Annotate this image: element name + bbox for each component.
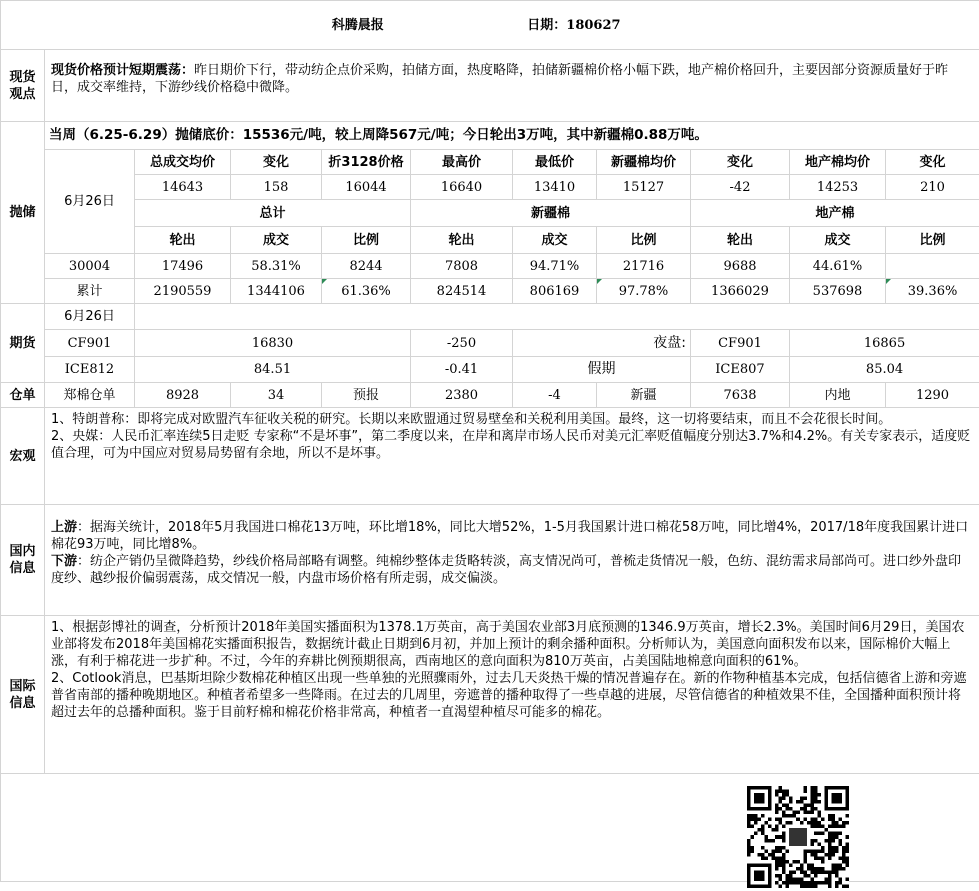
cumulative-value: 824514 (411, 279, 513, 304)
spot-content (45, 50, 979, 122)
domestic-row (1, 505, 979, 616)
cumulative-row (1, 279, 979, 304)
group-xinjiang: 新疆棉 (411, 200, 691, 227)
cumulative-value: 1344106 (231, 279, 322, 304)
warehouse-item: 34 (231, 383, 322, 408)
price-header: 变化 (886, 150, 979, 175)
cumulative-value: 97.78% (597, 279, 691, 304)
futures-date: 6月26日 (45, 304, 135, 330)
upstream-lead: 上游 (51, 520, 78, 535)
daily-value: 21716 (597, 254, 691, 279)
auction-summary: 当周（6.25-6.29）抛储底价：15536元/吨，较上周降567元/吨；今日轮出3万吨，其中新疆棉0.88万吨。 (45, 122, 979, 150)
spot-text: 昨日期价下行，带动纺企点价采购，拍储方面，热度略降，拍储新疆棉价格小幅下跌，地产棉价格回升，主要因部分资源质量好于昨日，成交率维持，下游纱线价格稳中微降。 (51, 63, 949, 95)
sub-header: 成交 (790, 227, 886, 254)
domestic-upstream (51, 519, 973, 553)
price-value: 16640 (411, 175, 513, 200)
ice-day-code: ICE812 (45, 357, 135, 383)
price-header: 折3128价格 (322, 150, 411, 175)
macro-paragraph-1: 1、特朗普称：即将完成对欧盟汽车征收关税的研究。长期以来欧盟通过贸易壁垒和关税利用美国。最终，这一切将要结束，而且不会花很长时间。 (51, 412, 892, 427)
ice-night-price: 85.04 (790, 357, 979, 383)
price-header: 新疆棉均价 (597, 150, 691, 175)
warehouse-item: -4 (513, 383, 597, 408)
spot-label: 现货 观点 (1, 50, 45, 122)
international-label: 国际 信息 (1, 616, 45, 774)
price-header-row (1, 150, 979, 175)
report-title: 科腾晨报 (331, 17, 384, 33)
cumulative-value: 806169 (513, 279, 597, 304)
macro-content (45, 408, 979, 505)
sub-header: 成交 (231, 227, 322, 254)
sub-header: 比例 (322, 227, 411, 254)
cf-day-code: CF901 (45, 330, 135, 357)
domestic-content (45, 505, 979, 616)
daily-value: 9688 (691, 254, 790, 279)
ice-day-price: 84.51 (135, 357, 411, 383)
futures-cf-row (1, 330, 979, 357)
international-content (45, 616, 979, 774)
group-total: 总计 (135, 200, 411, 227)
sub-header: 成交 (513, 227, 597, 254)
domestic-downstream (51, 553, 973, 587)
group-local: 地产棉 (691, 200, 979, 227)
cf-night-code: CF901 (691, 330, 790, 357)
sub-header: 比例 (597, 227, 691, 254)
daily-row (1, 254, 979, 279)
cumulative-value: 2190559 (135, 279, 231, 304)
sub-header: 轮出 (411, 227, 513, 254)
auction-summary-row (1, 122, 979, 150)
warehouse-item: 7638 (691, 383, 790, 408)
warehouse-item: 预报 (322, 383, 411, 408)
ice-day-change: -0.41 (411, 357, 513, 383)
night-label: 夜盘: (513, 330, 691, 357)
price-header: 地产棉均价 (790, 150, 886, 175)
price-header: 总成交均价 (135, 150, 231, 175)
daily-value: 17496 (135, 254, 231, 279)
price-value: 210 (886, 175, 979, 200)
warehouse-item: 新疆 (597, 383, 691, 408)
daily-value: 94.71% (513, 254, 597, 279)
price-value: 14643 (135, 175, 231, 200)
price-value: 14253 (790, 175, 886, 200)
price-value: 16044 (322, 175, 411, 200)
futures-label: 期货 (1, 304, 45, 383)
futures-date-row (1, 304, 979, 330)
sub-header: 轮出 (135, 227, 231, 254)
macro-row (1, 408, 979, 505)
cumulative-value: 1366029 (691, 279, 790, 304)
price-value: 15127 (597, 175, 691, 200)
price-header: 最低价 (513, 150, 597, 175)
macro-label: 宏观 (1, 408, 45, 505)
qr-code-icon (745, 786, 851, 888)
domestic-label: 国内 信息 (1, 505, 45, 616)
cumulative-value: 39.36% (886, 279, 979, 304)
international-row (1, 616, 979, 774)
price-header: 变化 (691, 150, 790, 175)
auction-label: 抛储 (1, 122, 45, 304)
price-value: 13410 (513, 175, 597, 200)
price-value-row (1, 175, 979, 200)
warehouse-item: 内地 (790, 383, 886, 408)
group-header-row (1, 200, 979, 227)
cf-night-price: 16865 (790, 330, 979, 357)
cf-day-price: 16830 (135, 330, 411, 357)
cf-day-change: -250 (411, 330, 513, 357)
warehouse-item: 8928 (135, 383, 231, 408)
holiday-note: 假期 (513, 357, 691, 383)
daily-value: 30004 (45, 254, 135, 279)
sub-header-row (1, 227, 979, 254)
cumulative-value: 61.36% (322, 279, 411, 304)
price-header: 变化 (231, 150, 322, 175)
cumulative-value: 537698 (790, 279, 886, 304)
price-value: -42 (691, 175, 790, 200)
price-header: 最高价 (411, 150, 513, 175)
auction-date: 6月26日 (45, 150, 135, 254)
cumulative-label: 累计 (45, 279, 135, 304)
daily-value: 44.61% (790, 254, 886, 279)
warehouse-row (1, 383, 979, 408)
warehouse-item: 郑棉仓单 (45, 383, 135, 408)
spot-row (1, 50, 979, 122)
sub-header: 轮出 (691, 227, 790, 254)
daily-value: 8244 (322, 254, 411, 279)
macro-paragraph-2: 2、央媒：人民币汇率连续5日走贬 专家称“不是坏事”，第二季度以来，在岸和离岸市场人民币对美元汇率贬值幅度分别达3.7%和4.2%。有关专家表示，适度贬值合理，可为中国应对贸易局势留有余地，所以不是坏事。 (51, 429, 971, 461)
downstream-lead: 下游 (51, 554, 78, 569)
warehouse-item: 1290 (886, 383, 979, 408)
report-date: 日期：180627 (527, 17, 621, 33)
upstream-text: ：据海关统计，2018年5月我国进口棉花13万吨，环比增18%，同比大增52%，1-5月我国累计进口棉花58万吨，同比增4%，2017/18年度我国累计进口棉花93万吨，同比增8%。 (51, 520, 969, 552)
sub-header: 比例 (886, 227, 979, 254)
futures-ice-row (1, 357, 979, 383)
downstream-text: ：纺企产销仍呈微降趋势，纱线价格局部略有调整。纯棉纱整体走货略转淡，高支情况尚可，普梳走货情况一般，色纺、混纺需求局部尚可。进口纱外盘印度纱、越纱报价偏弱震荡，成交情况一般，内盘市场价格有所走弱，成交偏淡。 (51, 554, 962, 586)
daily-value: 7808 (411, 254, 513, 279)
title-row (1, 1, 979, 50)
price-value: 158 (231, 175, 322, 200)
warehouse-label: 仓单 (1, 383, 45, 408)
spot-lead: 现货价格预计短期震荡： (51, 63, 195, 78)
daily-value: 58.31% (231, 254, 322, 279)
warehouse-item: 2380 (411, 383, 513, 408)
international-paragraph-1: 1、根据彭博社的调查，分析预计2018年美国实播面积为1378.1万英亩，高于美国农业部3月底预测的1346.9万英亩，增长2.3%。美国时间6月29日，美国农业部将发布2018年美国棉花实播面积报告，数据统计截止日期到6月初，并加上预计的剩余播种面积。分析师认为，美国意向面积发布以来，国际棉价大幅上涨，有利于棉花进一步扩种。不过，今年的弃耕比例预期很高，西南地区的意向面积为810万英亩，占美国陆地棉意向面积的61%。 (51, 620, 965, 669)
ice-night-code: ICE807 (691, 357, 790, 383)
international-paragraph-2: 2、Cotlook消息，巴基斯坦除少数棉花种植区出现一些单独的光照骤雨外，过去几天炎热干燥的情况普遍存在。新的作物种植基本完成，包括信德省上游和旁遮普省南部的播种晚期地区。种植者希望多一些降雨。在过去的几周里，旁遮普的播种取得了一些卓越的进展，尽管信德省的种植效果不佳，全国播种面积预计将超过去年的总播种面积。鉴于目前籽棉和棉花价格非常高，种植者一直渴望种植尽可能多的棉花。 (51, 671, 967, 720)
